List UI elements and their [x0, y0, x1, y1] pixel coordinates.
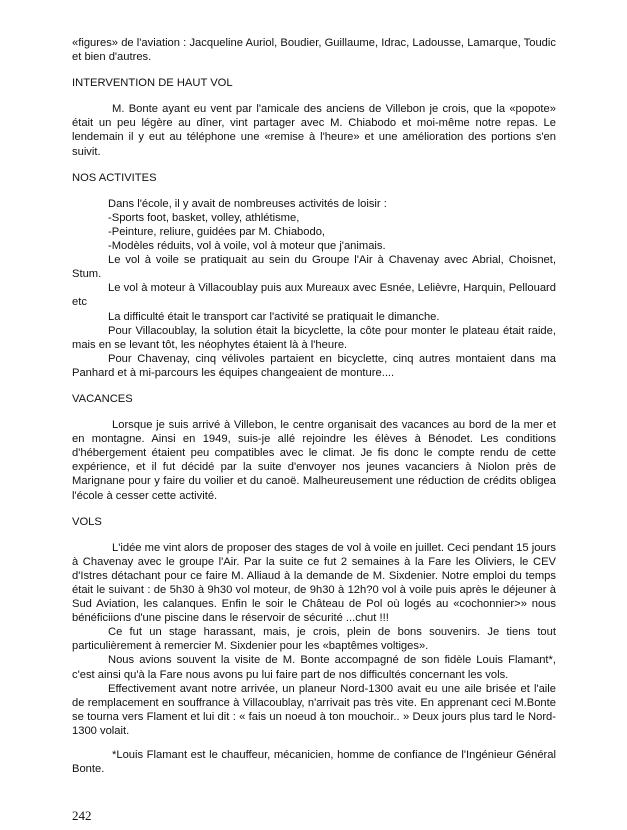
activites-item-sports: -Sports foot, basket, volley, athlétisme,	[108, 211, 300, 224]
page-number: 242	[72, 808, 92, 823]
heading-vols: VOLS	[72, 515, 102, 528]
document-page	[72, 36, 556, 776]
heading-vacances: VACANCES	[72, 392, 133, 405]
activites-item-peinture: -Peinture, reliure, guidées par M. Chiabodo,	[108, 225, 326, 238]
paragraph-vol-moteur: Le vol à moteur à Villacoublay puis aux Mureaux avec Esnée, Lelièvre, Harquin, Pellouard etc	[72, 282, 556, 309]
footnote: *Louis Flamant est le chauffeur, mécanicien, homme de confiance de l'Ingénieur Général Bonte.	[72, 749, 556, 776]
paragraph-difficulte: La difficulté était le transport car l'activité se pratiquait le dimanche.	[108, 310, 440, 323]
paragraph-vol-voile: Le vol à voile se pratiquait au sein du Groupe l'Air à Chavenay avec Abrial, Choisnet, Stum.	[72, 254, 556, 281]
paragraph-vols-harassant: Ce fut un stage harassant, mais, je crois, plein de bons souvenirs. Je tiens tout particulièrement à remercier M. Sixdenier pour les «baptêmes voltiges».	[72, 626, 556, 653]
activites-intro: Dans l'école, il y avait de nombreuses activités de loisir :	[108, 197, 387, 210]
intro-paragraph: «figures» de l'aviation : Jacqueline Auriol, Boudier, Guillaume, Idrac, Ladousse, Lamarque, Toudic et bien d'autres.	[72, 37, 556, 64]
activites-item-modeles: -Modèles réduits, vol à voile, vol à moteur que j'animais.	[108, 240, 386, 253]
heading-activites: NOS ACTIVITES	[72, 171, 157, 184]
paragraph-villacoublay: Pour Villacoublay, la solution était la bicyclette, la côte pour monter le plateau était raide, mais en se levant tôt, les néophytes étaient là à l'heure.	[72, 324, 556, 351]
paragraph-vols-visite: Nous avions souvent la visite de M. Bonte accompagné de son fidèle Louis Flamant*, c'est ainsi qu'à la Fare nous avons pu lui faire part de nos difficultés concernant les vols.	[72, 654, 556, 681]
paragraph-vols-stages: L'idée me vint alors de proposer des stages de vol à voile en juillet. Ceci pendant 15 jours à Chavenay avec le groupe l'Air. Par la suite ce fut 2 semaines à la Fare les Oliviers, le CEV d'Istres détachant pour ce faire M. Alliaud à la demande de M. Sixdenier. Notre emploi du temps était le suivant : de 5h30 à 9h30 vol moteur, de 9h30 à 12h?0 vol à voile puis après le déjeuner à Sud Aviation, les calanques. Enfin le soir le Château de Pol où logés au «cochonnier>» nous bénéficiions d'une piscine dans le réservoir de sécurité ...chut !!!	[72, 541, 556, 625]
heading-haut-vol: INTERVENTION DE HAUT VOL	[72, 77, 233, 90]
paragraph-vacances: Lorsque je suis arrivé à Villebon, le centre organisait des vacances au bord de la mer et en montagne. Ainsi en 1949, suis-je allé rejoindre les élèves à Bénodet. Les conditions d'hébergement étaient peu compatibles avec le climat. Je fis donc le compte rendu de cette expérience, et il fut décidé par la suite d'envoyer nos jeunes vacanciers à Niolon près de Marignane pour y faire du voilier et du canoë. Malheureusement une réduction de crédits obligea l'école à cesser cette activité.	[72, 419, 556, 502]
paragraph-haut-vol: M. Bonte ayant eu vent par l'amicale des anciens de Villebon je crois, que la «popote» était un peu légère au dîner, vint partager avec M. Chiabodo et moi-même notre repas. Le lendemain il y eut au téléphone une «remise à l'heure» et une amélioration des portions s'en suivit.	[72, 103, 556, 158]
paragraph-chavenay: Pour Chavenay, cinq vélivoles partaient en bicyclette, cinq autres montaient dans ma Panhard et à mi-parcours les équipes changeaient de monture....	[72, 352, 556, 379]
paragraph-vols-planeur: Effectivement avant notre arrivée, un planeur Nord-1300 avait eu une aile brisée et l'aile de remplacement en souffrance à Villacoublay, n'arrivait pas très vite. En apprenant ceci M.Bonte se tourna vers Flament et lui dit : « fais un noeud à ton mouchoir.. » Deux jours plus tard le Nord- 1300 volait.	[72, 682, 556, 737]
